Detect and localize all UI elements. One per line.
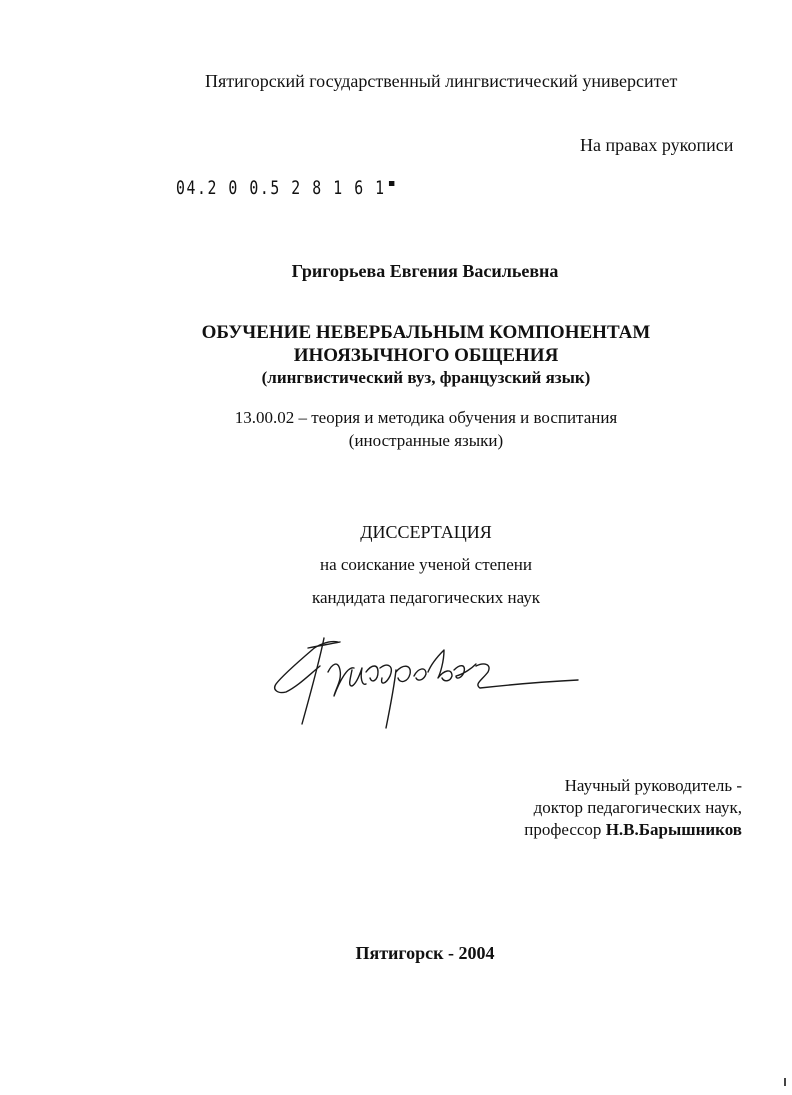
catalog-mark [389,181,394,186]
title-line-2: ИНОЯЗЫЧНОГО ОБЩЕНИЯ [293,345,559,366]
handwritten-signature [268,628,588,738]
catalog-number [176,177,394,199]
catalog-number-text: 04.2 0 0.5 2 8 1 6 1 [176,177,386,199]
page-edge-mark [784,1078,786,1086]
supervisor-name-line [524,820,742,840]
supervisor-name: Н.В.Барышников [605,820,742,839]
city-year: Пятигорск - 2004 [355,943,495,963]
supervisor-rank: профессор [524,820,602,839]
author-name: Григорьева Евгения Васильевна [291,261,559,281]
title-line-1: ОБУЧЕНИЕ НЕВЕРБАЛЬНЫМ КОМПОНЕНТАМ [201,322,651,343]
supervisor-degree: доктор педагогических наук, [533,798,742,817]
supervisor-title: Научный руководитель - [564,776,742,795]
title-subtitle: (лингвистический вуз, французский язык) [261,368,591,387]
manuscript-rights-note: На правах рукописи [580,135,734,155]
specialty-line-1: 13.00.02 – теория и методика обучения и воспитания [234,408,618,427]
degree-line-1: на соискание ученой степени [319,555,533,574]
document-type: ДИССЕРТАЦИЯ [360,522,492,542]
university-name: Пятигорский государственный лингвистический университет [205,71,678,91]
specialty-line-2: (иностранные языки) [348,431,504,450]
degree-line-2: кандидата педагогических наук [311,588,541,607]
